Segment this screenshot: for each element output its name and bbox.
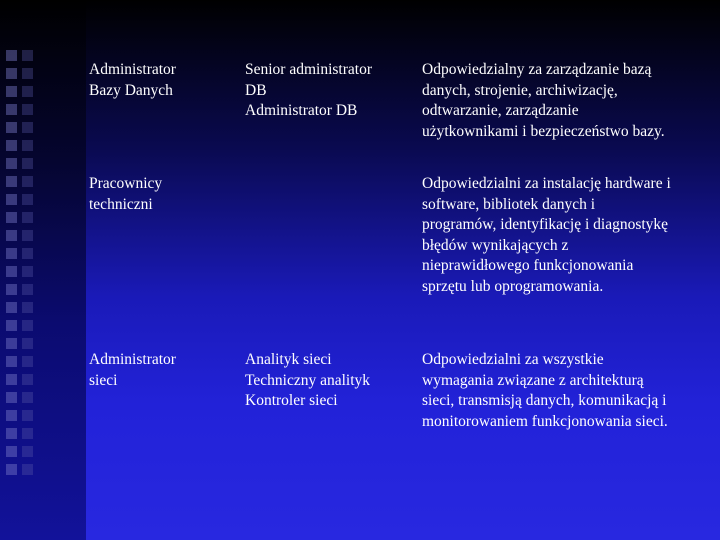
job-titles-cell xyxy=(245,60,422,122)
responsibility-line: Odpowiedzialni za instalację hardware i xyxy=(422,175,671,192)
decorative-square-strip xyxy=(6,50,18,482)
role-name-line: Bazy Danych xyxy=(89,81,173,99)
job-titles-cell xyxy=(245,350,422,412)
decorative-square xyxy=(6,50,17,61)
responsibility-line: odtwarzanie, zarządzanie xyxy=(422,102,579,119)
decorative-square xyxy=(22,392,33,403)
responsibility-line: Odpowiedzialni za wszystkie xyxy=(422,351,604,368)
decorative-square xyxy=(22,266,33,277)
decorative-square xyxy=(22,284,33,295)
decorative-square xyxy=(22,428,33,439)
decorative-square-strip-inner xyxy=(22,50,34,482)
responsibility-line: Odpowiedzialny za zarządzanie bazą xyxy=(422,61,652,78)
decorative-square xyxy=(6,176,17,187)
responsibility-line: nieprawidłowego funkcjonowania xyxy=(422,257,634,274)
decorative-square xyxy=(6,68,17,79)
responsibility-cell xyxy=(422,350,714,432)
decorative-square xyxy=(6,194,17,205)
job-title-line: Administrator DB xyxy=(245,102,358,119)
responsibility-line: programów, identyfikację i diagnostykę xyxy=(422,216,669,233)
decorative-square xyxy=(22,212,33,223)
decorative-square xyxy=(22,464,33,475)
role-name-line: sieci xyxy=(89,371,118,389)
decorative-square xyxy=(22,374,33,385)
responsibility-line: danych, strojenie, archiwizację, xyxy=(422,81,618,99)
decorative-square xyxy=(6,122,17,133)
decorative-square xyxy=(6,410,17,421)
decorative-square xyxy=(6,158,17,169)
responsibility-line: użytkownikami i bezpieczeństwo bazy. xyxy=(422,122,665,140)
decorative-square xyxy=(22,194,33,205)
left-decorative-band xyxy=(0,0,86,540)
decorative-square xyxy=(22,338,33,349)
decorative-square xyxy=(6,374,17,385)
decorative-square xyxy=(22,86,33,97)
responsibility-line: sprzętu lub oprogramowania. xyxy=(422,277,604,295)
decorative-square xyxy=(6,104,17,115)
job-title-line: Analityk sieci xyxy=(245,351,332,368)
role-name-line: Administrator xyxy=(89,351,176,368)
decorative-square xyxy=(6,266,17,277)
responsibility-line: software, bibliotek danych i xyxy=(422,195,596,213)
decorative-square xyxy=(22,122,33,133)
decorative-square xyxy=(22,302,33,313)
decorative-square xyxy=(6,356,17,367)
decorative-square xyxy=(6,302,17,313)
job-title-line: Techniczny analityk xyxy=(245,371,371,389)
job-title-line: Senior administrator xyxy=(245,61,372,78)
decorative-square xyxy=(6,464,17,475)
decorative-square xyxy=(6,446,17,457)
decorative-square xyxy=(22,248,33,259)
decorative-square xyxy=(22,176,33,187)
decorative-square xyxy=(22,320,33,331)
responsibility-line: sieci, transmisją danych, komunikacją i xyxy=(422,392,667,409)
role-name-line: techniczni xyxy=(89,195,153,213)
decorative-square xyxy=(22,158,33,169)
decorative-square xyxy=(22,356,33,367)
decorative-square xyxy=(22,104,33,115)
decorative-square xyxy=(6,392,17,403)
decorative-square xyxy=(6,320,17,331)
table-row xyxy=(89,174,714,350)
role-cell xyxy=(89,174,245,215)
decorative-square xyxy=(6,284,17,295)
role-cell xyxy=(89,350,245,391)
table-row xyxy=(89,60,714,174)
roles-table xyxy=(89,60,714,440)
responsibility-line: monitorowaniem funkcjonowania sieci. xyxy=(422,412,668,430)
decorative-square xyxy=(6,140,17,151)
decorative-square xyxy=(6,338,17,349)
decorative-square xyxy=(6,248,17,259)
decorative-square xyxy=(22,50,33,61)
responsibility-line: błędów wynikających z xyxy=(422,236,569,254)
decorative-square xyxy=(22,446,33,457)
decorative-square xyxy=(22,140,33,151)
responsibility-cell xyxy=(422,60,714,142)
decorative-square xyxy=(22,230,33,241)
role-name-line: Administrator xyxy=(89,61,176,78)
decorative-square xyxy=(22,410,33,421)
decorative-square xyxy=(6,230,17,241)
job-title-line: DB xyxy=(245,81,267,99)
responsibility-line: wymagania związane z architekturą xyxy=(422,371,644,389)
decorative-square xyxy=(6,212,17,223)
role-name-line: Pracownicy xyxy=(89,175,163,192)
role-cell xyxy=(89,60,245,101)
table-row xyxy=(89,350,714,440)
decorative-square xyxy=(6,86,17,97)
job-title-line: Kontroler sieci xyxy=(245,392,338,409)
decorative-square xyxy=(6,428,17,439)
responsibility-cell xyxy=(422,174,714,297)
decorative-square xyxy=(22,68,33,79)
